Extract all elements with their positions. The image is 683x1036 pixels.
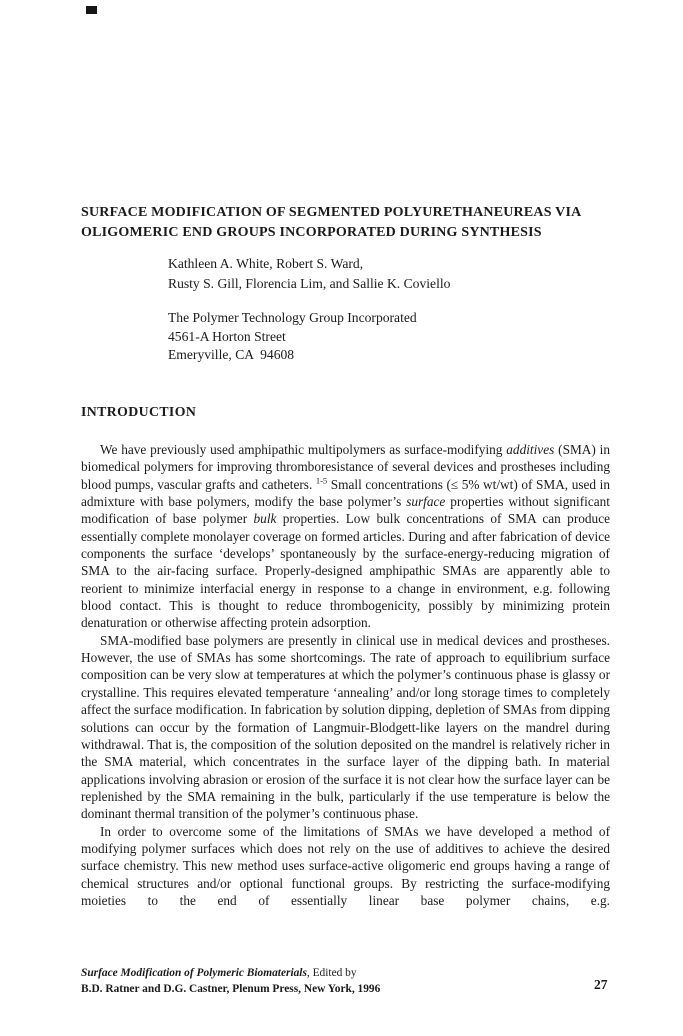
body-text: Small concentrations (≤ 5% wt/wt) of SMA, used in admixture with base polymers, modify the base polymer’s	[81, 476, 610, 510]
footer-line1	[81, 966, 380, 982]
footer-publisher-line: B.D. Ratner and D.G. Castner, Plenum Press, New York, 1996	[81, 982, 381, 995]
authors-line2: Rusty S. Gill, Florencia Lim, and Sallie K. Coviello	[168, 275, 451, 291]
body-text: SMA-modified base polymers are presently in clinical use in medical devices and prostheses. However, the use of SMAs has some shortcomings. The rate of approach to equilibrium surface composition can be very slow at temperatures at which the polymer’s continuous phase is glassy or crystalline. This requires elevated temperature ‘annealing’ and/or long storage times to completely affect the surface modification. In fabrication by solution dipping, depletion of SMAs from dipping solutions can occur by the formation of Langmuir-Blodgett-like layers on the mandrel during withdrawal. That is, the composition of the solution deposited on the mandrel is relatively richer in the SMA material, which concentrates in the surface layer of the dipping bath. In material applications involving abrasion or erosion of the surface it is not clear how the surface layer can be replenished by the SMA remaining in the bulk, particularly if the use temperature is below the dominant thermal transition of the polymer’s continuous phase.	[81, 632, 610, 822]
affiliation-city: Emeryville, CA 94608	[168, 347, 295, 362]
body-text: We have previously used amphipathic multipolymers as surface-modifying	[100, 442, 507, 457]
affiliation-organization: The Polymer Technology Group Incorporated	[168, 310, 417, 325]
authors-block	[168, 254, 450, 293]
body-text: In order to overcome some of the limitations of SMAs we have developed a method of modifying polymer surfaces which does not rely on the use of additives to achieve the desired surface chemistry. This new method uses surface-active oligomeric end groups having a range of chemical structures and/or optional functional groups. By restricting the surface-modifying moieties to the end of essentially linear base polymer chains, e.g.	[81, 823, 610, 908]
footer-citation	[81, 966, 380, 997]
section-heading-introduction: INTRODUCTION	[81, 404, 197, 419]
paragraph	[81, 632, 610, 823]
emphasis-text: bulk	[253, 511, 277, 527]
introduction-body	[81, 441, 610, 909]
paper-title-line1: SURFACE MODIFICATION OF SEGMENTED POLYURETHANEUREAS VIA	[81, 205, 582, 220]
paper-title	[81, 203, 615, 242]
footer-book-title: Surface Modification of Polymeric Biomaterials	[81, 967, 307, 979]
scan-artifact-mark	[86, 6, 97, 14]
emphasis-text: additives	[506, 442, 555, 457]
body-text: properties without significant modification of base polymer	[81, 494, 610, 527]
body-text: properties. Low bulk concentrations of SMA can produce essentially complete monolayer coverage on formed articles. During and after fabrication of device components the surface ‘develops’ spontaneously by the surface-energy-reducing migration of SMA to the air-facing surface. Properly-designed amphipathic SMAs are apparently able to reorient to minimize interfacial energy in response to a change in environment, e.g. following blood contact. This is thought to reduce thrombogenicity, possibly by minimizing protein denaturation or otherwise affecting protein adsorption.	[81, 511, 610, 631]
paper-title-line2: OLIGOMERIC END GROUPS INCORPORATED DURING SYNTHESIS	[81, 224, 542, 240]
paragraph	[81, 823, 610, 910]
affiliation-street: 4561-A Horton Street	[168, 328, 286, 344]
citation-superscript: 1-5	[315, 475, 328, 486]
emphasis-text: surface	[406, 494, 446, 510]
page-number: 27	[594, 977, 608, 992]
affiliation-block	[168, 309, 417, 365]
body-text: (SMA) in biomedical polymers for improving thromboresistance of several devices and prostheses including blood pumps, vascular grafts and catheters.	[81, 442, 610, 492]
authors-line1: Kathleen A. White, Robert S. Ward,	[168, 256, 364, 271]
footer-edited-by: , Edited by	[306, 967, 357, 979]
paragraph	[81, 441, 610, 632]
